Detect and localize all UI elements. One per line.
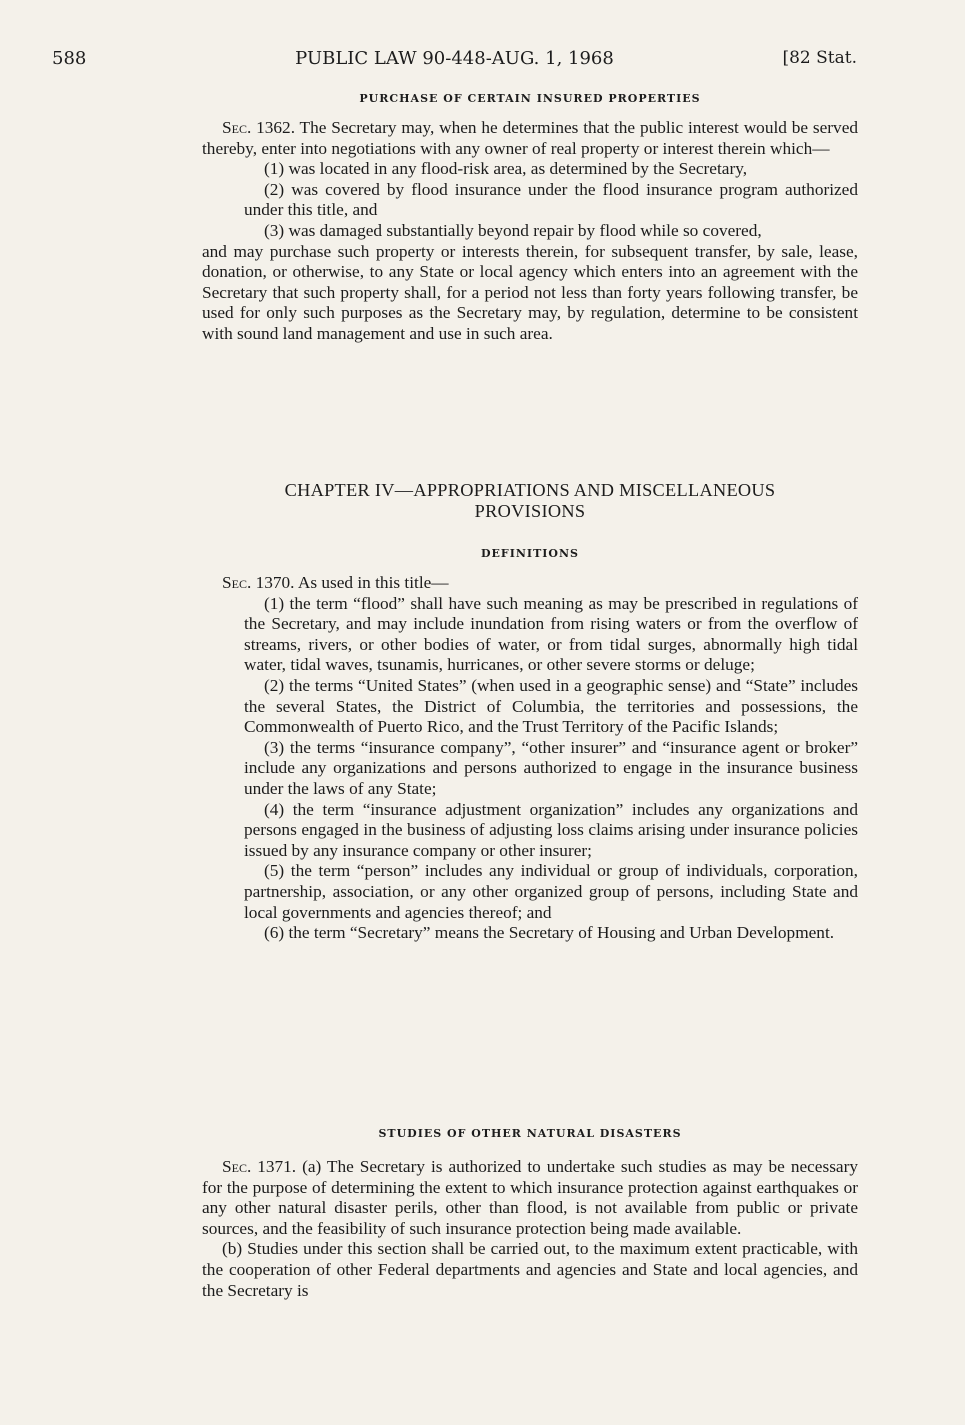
list-item: (6) the term “Secretary” means the Secretary of Housing and Urban Development.	[264, 923, 835, 943]
section-label: Sec.	[222, 118, 252, 137]
section-heading: PURCHASE OF CERTAIN INSURED PROPERTIES	[359, 92, 701, 105]
page-header	[52, 48, 857, 74]
volume-reference: [82 Stat.	[782, 48, 857, 68]
section-label: Sec.	[222, 1157, 252, 1176]
section-1371	[202, 1125, 858, 1301]
list-item: (2) the terms “United States” (when used in a geographic sense) and “State” includes the several States, the District of Columbia, the territories and possessions, the Commonwealth of Puerto Rico, and the Trust Territory of the Pacific Islands;	[244, 675, 858, 737]
running-title: PUBLIC LAW 90-448-AUG. 1, 1968	[295, 48, 614, 69]
page-number: 588	[52, 48, 87, 69]
list-item: (5) the term “person” includes any individual or group of individuals, corporation, partnership, association, or any other organized group of persons, including State and local governments and agencies thereof; and	[244, 861, 858, 922]
section-para-b: (b) Studies under this section shall be carried out, to the maximum extent practicable, with the cooperation of other Federal departments and agencies and State and local agencies, and the Secretary is	[202, 1239, 858, 1300]
list-item: (1) was located in any flood-risk area, as determined by the Secretary,	[264, 159, 748, 179]
list-item: (3) the terms “insurance company”, “other insurer” and “insurance agent or broker” include any organizations and persons authorized to engage in the insurance business under the laws of any State;	[244, 737, 858, 798]
section-para-a	[202, 1157, 858, 1239]
section-intro	[202, 118, 858, 159]
list-item: (2) was covered by flood insurance under the flood insurance program authorized under this title, and	[244, 179, 858, 220]
section-1362	[202, 90, 858, 345]
section-heading: STUDIES OF OTHER NATURAL DISASTERS	[378, 1127, 682, 1140]
list-item: (4) the term “insurance adjustment organization” includes any organizations and persons engaged in the business of adjusting loss claims arising under insurance policies issued by any insurance company or other insurer;	[244, 799, 858, 860]
chapter-heading	[202, 480, 858, 522]
section-closing: and may purchase such property or interests therein, for subsequent transfer, by sale, lease, donation, or otherwise, to any State or local agency which enters into an agreement with the Secretary that such property shall, for a period not less than forty years following transfer, be used for only such purposes as the Secretary may, by regulation, determine to be consistent with sound land management and use in such area.	[202, 241, 858, 343]
section-label: Sec.	[222, 573, 252, 592]
section-intro-text: 1370. As used in this title—	[255, 573, 449, 592]
chapter-title-line2: PROVISIONS	[474, 501, 586, 521]
list-item: (1) the term “flood” shall have such meaning as may be prescribed in regulations of the Secretary, and may include inundation from rising waters or from the overflow of streams, rivers, or other bodies of water, or from tidal surges, abnormally high tidal water, tidal waves, tsunamis, hurricanes, or other severe storms or deluge;	[244, 593, 858, 675]
chapter-title-line1: CHAPTER IV—APPROPRIATIONS AND MISCELLANEOUS	[284, 480, 776, 500]
section-para-a-text: 1371. (a) The Secretary is authorized to undertake such studies as may be necessary for the purpose of determining the extent to which insurance protection against earthquakes or any other natural disaster perils, other than flood, is not available from public or private sources, and the feasibility of such insurance protection being made available.	[202, 1157, 858, 1238]
section-intro-text: 1362. The Secretary may, when he determines that the public interest would be served thereby, enter into negotiations with any owner of real property or interest therein which—	[202, 118, 858, 158]
section-1370	[202, 545, 858, 944]
section-intro	[202, 573, 858, 594]
list-item: (3) was damaged substantially beyond repair by flood while so covered,	[264, 220, 762, 240]
section-heading: DEFINITIONS	[481, 547, 579, 560]
